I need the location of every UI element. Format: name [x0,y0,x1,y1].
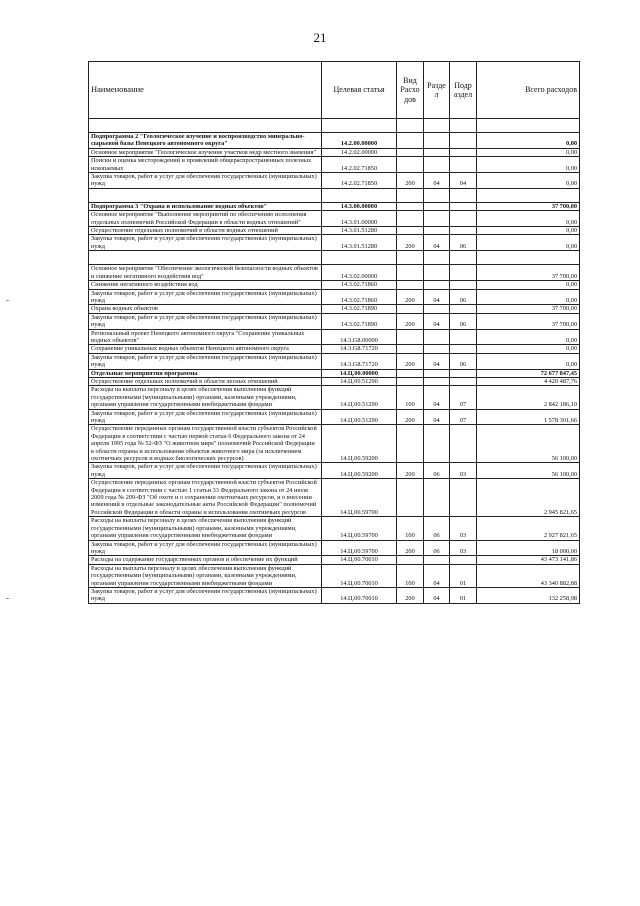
table-row [89,377,580,385]
cell-expense-type [397,369,424,377]
cell-total: 18 000,00 [477,540,580,556]
table-row [89,479,580,517]
cell-section: 04 [424,173,450,189]
cell-section: 04 [424,289,450,305]
cell-target-article: 14.Ц.00.59200 [322,425,397,463]
table-row [89,540,580,556]
table-row [89,227,580,235]
cell-expense-type: 200 [397,173,424,189]
cell-name: Расходы на содержание государственных органов и обеспечение их функций [89,556,322,564]
cell-expense-type: 200 [397,353,424,369]
cell-target-article: 14.3.G8.00000 [322,329,397,345]
cell-expense-type [397,202,424,210]
table-row [89,281,580,289]
table-row [89,329,580,345]
cell-name: Подпрограмма 2 "Геологическое изучение и воспроизводство минерально-сырьевой базы Ненецкого автономного округа" [89,133,322,149]
cell-section [424,148,450,156]
cell-section [424,345,450,353]
cell-expense-type: 100 [397,517,424,540]
cell-name: Расходы на выплаты персоналу в целях обеспечения выполнения функций государственными (муниципальными) органами, казенными учреждениями, органами управления государственными внебюджетными фондами [89,564,322,587]
cell-target-article: 14.2.02.71850 [322,157,397,173]
cell-section [424,202,450,210]
cell-total: 0,00 [477,353,580,369]
cell-total: 4 420 487,76 [477,377,580,385]
cell-section: 04 [424,353,450,369]
table-row [89,235,580,251]
cell-target-article: 14.Ц.00.51290 [322,386,397,409]
cell-expense-type [397,305,424,313]
cell-name: Закупка товаров, работ и услуг для обеспечения государственных (муниципальных) нужд [89,353,322,369]
cell-subsection: 06 [450,353,477,369]
table-row [89,202,580,210]
header-name: Наименование [89,62,322,119]
cell-subsection: 03 [450,463,477,479]
cell-section: 04 [424,564,450,587]
cell-subsection [450,377,477,385]
cell-target-article: 14.3.01.51280 [322,235,397,251]
table-spacer-row [89,251,580,265]
cell-target-article: 14.2.00.00000 [322,133,397,149]
cell-expense-type [397,265,424,281]
cell-expense-type: 200 [397,540,424,556]
cell-expense-type [397,133,424,149]
cell-expense-type: 200 [397,409,424,425]
spacer-cell [397,119,424,133]
table-row [89,517,580,540]
cell-section: 04 [424,235,450,251]
cell-subsection: 01 [450,587,477,603]
cell-subsection [450,157,477,173]
cell-section [424,377,450,385]
cell-section [424,305,450,313]
cell-subsection [450,329,477,345]
cell-total: 37 700,00 [477,265,580,281]
cell-target-article: 14.3.G8.71720 [322,345,397,353]
cell-section [424,329,450,345]
table-row [89,157,580,173]
cell-subsection [450,227,477,235]
cell-expense-type: 200 [397,313,424,329]
cell-name: Основное мероприятие "Выполнение мероприятий по обеспечению исполнения отдельных полномочий Российской Федерации в области водных отношений" [89,211,322,227]
cell-name: Подпрограмма 3 "Охрана и использование водных объектов" [89,202,322,210]
cell-name: Закупка товаров, работ и услуг для обеспечения государственных (муниципальных) нужд [89,540,322,556]
table-row [89,211,580,227]
cell-total: 0,00 [477,235,580,251]
cell-total: 0,00 [477,211,580,227]
cell-subsection [450,133,477,149]
spacer-cell [477,119,580,133]
cell-section: 06 [424,540,450,556]
budget-table-container [88,61,580,604]
cell-subsection [450,479,477,517]
table-row [89,353,580,369]
cell-section: 04 [424,409,450,425]
cell-section [424,479,450,517]
cell-expense-type: 200 [397,463,424,479]
cell-name: Осуществление переданных органам государственной власти субъектов Российской Федерации в соответствии с частью первой статьи 6 Федерального закона от 24 апреля 1995 года № 52-ФЗ "О животном мире" полномочий Российской Федерации в области охраны и использования объектов животного мира (за исключением охотничьих ресурсов и водных биологических ресурсов) [89,425,322,463]
table-row [89,133,580,149]
cell-section: 06 [424,517,450,540]
cell-target-article: 14.3.00.00000 [322,202,397,210]
cell-name: Закупка товаров, работ и услуг для обеспечения государственных (муниципальных) нужд [89,313,322,329]
cell-section [424,556,450,564]
spacer-cell [322,119,397,133]
spacer-cell [397,188,424,202]
cell-section [424,369,450,377]
cell-section: 04 [424,587,450,603]
cell-expense-type [397,211,424,227]
cell-name: Осуществление отдельных полномочий в области водных отношений [89,227,322,235]
table-spacer-row [89,119,580,133]
table-row [89,148,580,156]
cell-subsection [450,369,477,377]
spacer-cell [424,119,450,133]
scan-margin-mark [6,598,9,599]
cell-name: Основное мероприятие "Обеспечение экологической безопасности водных объектов и снижение негативного воздействия вод" [89,265,322,281]
cell-target-article: 14.3.02.71860 [322,281,397,289]
cell-subsection: 03 [450,517,477,540]
cell-total: 0,00 [477,173,580,189]
cell-target-article: 14.3.02.71890 [322,313,397,329]
table-row [89,305,580,313]
cell-total: 2 945 821,65 [477,479,580,517]
cell-name: Сохранение уникальных водных объектов Ненецкого автономного округа [89,345,322,353]
cell-total: 0,00 [477,281,580,289]
header-subsection: Подр аздел [450,62,477,119]
cell-subsection [450,305,477,313]
table-row [89,265,580,281]
cell-section: 06 [424,463,450,479]
table-row [89,345,580,353]
cell-total: 2 927 821,65 [477,517,580,540]
table-row [89,463,580,479]
cell-name: Закупка товаров, работ и услуг для обеспечения государственных (муниципальных) нужд [89,587,322,603]
table-body [89,119,580,604]
cell-subsection [450,211,477,227]
cell-target-article: 14.Ц.00.59700 [322,517,397,540]
cell-expense-type [397,329,424,345]
cell-subsection: 07 [450,386,477,409]
cell-section: 04 [424,313,450,329]
cell-name: Снижение негативного воздействия вод [89,281,322,289]
table-row [89,173,580,189]
cell-expense-type [397,148,424,156]
scan-margin-mark [6,300,9,301]
cell-expense-type [397,479,424,517]
spacer-cell [424,188,450,202]
page-number: 21 [313,30,327,45]
cell-total: 37 700,00 [477,305,580,313]
cell-name: Поиски и оценка месторождений и проявлений общераспространенных полезных ископаемых [89,157,322,173]
cell-name: Закупка товаров, работ и услуг для обеспечения государственных (муниципальных) нужд [89,409,322,425]
cell-expense-type [397,425,424,463]
cell-name: Закупка товаров, работ и услуг для обеспечения государственных (муниципальных) нужд [89,235,322,251]
cell-expense-type [397,345,424,353]
cell-total: 0,00 [477,345,580,353]
cell-expense-type [397,556,424,564]
cell-total: 0,00 [477,157,580,173]
cell-expense-type [397,281,424,289]
cell-name: Региональный проект Ненецкого автономного округа "Сохранение уникальных водных объектов" [89,329,322,345]
cell-total: 37 700,00 [477,313,580,329]
cell-target-article: 14.Ц.00.51290 [322,409,397,425]
cell-name: Закупка товаров, работ и услуг для обеспечения государственных (муниципальных) нужд [89,289,322,305]
spacer-cell [450,188,477,202]
cell-name: Закупка товаров, работ и услуг для обеспечения государственных (муниципальных) нужд [89,173,322,189]
cell-expense-type: 100 [397,386,424,409]
cell-target-article: 14.2.02.00000 [322,148,397,156]
cell-expense-type: 100 [397,564,424,587]
cell-target-article: 14.3.02.71890 [322,305,397,313]
cell-expense-type [397,157,424,173]
table-row [89,564,580,587]
cell-subsection: 06 [450,313,477,329]
spacer-cell [477,251,580,265]
spacer-cell [322,251,397,265]
header-target-article: Целевая статья [322,62,397,119]
cell-target-article: 14.Ц.00.70010 [322,587,397,603]
cell-section [424,157,450,173]
cell-section: 04 [424,386,450,409]
cell-section [424,281,450,289]
cell-target-article: 14.Ц.00.51290 [322,377,397,385]
cell-expense-type: 200 [397,587,424,603]
cell-total: 0,00 [477,289,580,305]
cell-name: Охрана водных объектов [89,305,322,313]
cell-subsection [450,556,477,564]
cell-subsection: 06 [450,289,477,305]
cell-name: Осуществление переданных органам государственной власти субъектов Российской Федерации в соответствии с частью 1 статьи 33 Федерального закона от 24 июля 2009 года № 209-ФЗ "Об охоте и о сохранении охотничьих ресурсов, и о внесении изменений в отдельные законодательные акты Российской Федерации" полномочий Российской Федерации в области охраны и использования охотничьих ресурсов [89,479,322,517]
cell-total: 0,00 [477,148,580,156]
cell-subsection [450,345,477,353]
cell-subsection [450,202,477,210]
cell-subsection [450,425,477,463]
cell-name: Расходы на выплаты персоналу в целях обеспечения выполнения функций государственными (муниципальными) органами, казенными учреждениями, органами управления государственными внебюджетными фондами [89,517,322,540]
cell-total: 1 578 301,66 [477,409,580,425]
cell-subsection [450,148,477,156]
cell-section [424,227,450,235]
cell-target-article: 14.3.01.00000 [322,211,397,227]
table-row [89,425,580,463]
cell-total: 0,00 [477,329,580,345]
spacer-cell [424,251,450,265]
cell-total: 0,00 [477,227,580,235]
cell-target-article: 14.2.02.71850 [322,173,397,189]
cell-target-article: 14.Ц.00.59200 [322,463,397,479]
cell-total: 37 700,00 [477,202,580,210]
table-row [89,369,580,377]
cell-target-article: 14.Ц.00.00000 [322,369,397,377]
header-total-expenses: Всего расходов [477,62,580,119]
budget-table [88,61,580,604]
cell-target-article: 14.3.02.00000 [322,265,397,281]
table-row [89,556,580,564]
spacer-cell [89,188,322,202]
spacer-cell [89,251,322,265]
cell-name: Расходы на выплаты персоналу в целях обеспечения выполнения функций государственными (муниципальными) органами, казенными учреждениями, органами управления государственными внебюджетными фондами [89,386,322,409]
cell-target-article: 14.Ц.00.59700 [322,479,397,517]
cell-subsection [450,281,477,289]
table-row [89,289,580,305]
cell-name: Отдельные мероприятия программы [89,369,322,377]
table-row [89,313,580,329]
cell-total: 56 100,00 [477,463,580,479]
cell-expense-type [397,227,424,235]
cell-subsection: 04 [450,173,477,189]
cell-target-article: 14.3.G8.71720 [322,353,397,369]
cell-section [424,265,450,281]
cell-subsection: 06 [450,235,477,251]
table-row [89,409,580,425]
cell-total: 0,00 [477,133,580,149]
cell-total: 72 677 847,45 [477,369,580,377]
table-row [89,386,580,409]
cell-section [424,211,450,227]
cell-expense-type: 200 [397,289,424,305]
header-expense-type: Вид Расхо дов [397,62,424,119]
cell-expense-type: 200 [397,235,424,251]
cell-target-article: 14.Ц.00.59700 [322,540,397,556]
cell-total: 56 100,00 [477,425,580,463]
cell-total: 2 842 186,10 [477,386,580,409]
cell-subsection: 01 [450,564,477,587]
cell-subsection [450,265,477,281]
table-spacer-row [89,188,580,202]
header-section: Разде л [424,62,450,119]
cell-total: 132 258,98 [477,587,580,603]
cell-total: 43 473 141,86 [477,556,580,564]
spacer-cell [477,188,580,202]
cell-name: Осуществление отдельных полномочий в области лесных отношений [89,377,322,385]
cell-target-article: 14.Ц.00.70010 [322,556,397,564]
cell-subsection: 03 [450,540,477,556]
table-header-row [89,62,580,119]
cell-name: Закупка товаров, работ и услуг для обеспечения государственных (муниципальных) нужд [89,463,322,479]
spacer-cell [89,119,322,133]
cell-expense-type [397,377,424,385]
spacer-cell [322,188,397,202]
cell-target-article: 14.Ц.00.70010 [322,564,397,587]
cell-subsection: 07 [450,409,477,425]
spacer-cell [450,251,477,265]
table-row [89,587,580,603]
cell-section [424,133,450,149]
cell-name: Основное мероприятие "Геологическое изучение участков недр местного значения" [89,148,322,156]
spacer-cell [397,251,424,265]
cell-section [424,425,450,463]
cell-total: 43 340 882,88 [477,564,580,587]
cell-target-article: 14.3.01.51280 [322,227,397,235]
spacer-cell [450,119,477,133]
cell-target-article: 14.3.02.71860 [322,289,397,305]
